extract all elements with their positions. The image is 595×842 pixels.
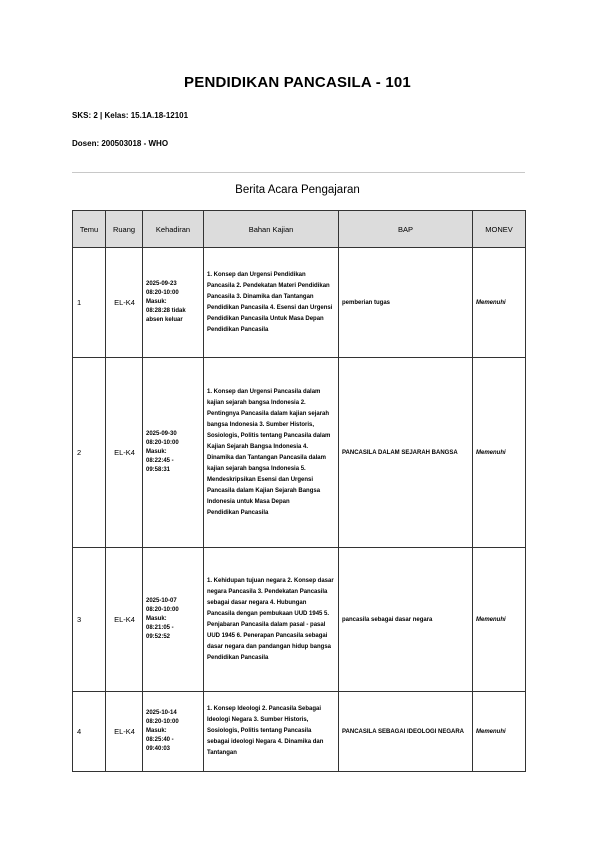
cell-ruang: EL-K4 xyxy=(106,692,143,772)
cell-bap: PANCASILA SEBAGAI IDEOLOGI NEGARA xyxy=(339,692,473,772)
cell-monev: Memenuhi xyxy=(473,248,526,358)
cell-kehadiran: 2025-10-14 08:20-10:00 Masuk: 08:25:40 - 09:40:03 xyxy=(143,692,204,772)
column-header-bap: BAP xyxy=(339,211,473,248)
column-header-temu: Temu xyxy=(73,211,106,248)
table-header-row xyxy=(73,211,526,248)
sks-class-info: SKS: 2 | Kelas: 15.1A.18-12101 xyxy=(72,111,189,120)
cell-ruang: EL-K4 xyxy=(106,248,143,358)
column-header-monev: MONEV xyxy=(473,211,526,248)
cell-kehadiran: 2025-10-07 08:20-10:00 Masuk: 08:21:05 - 09:52:52 xyxy=(143,548,204,692)
cell-temu: 4 xyxy=(73,692,106,772)
cell-kehadiran: 2025-09-23 08:20-10:00 Masuk: 08:28:28 tidak absen keluar xyxy=(143,248,204,358)
cell-monev: Memenuhi xyxy=(473,692,526,772)
column-header-ruang: Ruang xyxy=(106,211,143,248)
cell-ruang: EL-K4 xyxy=(106,358,143,548)
table-row xyxy=(73,358,526,548)
cell-bahan-kajian: 1. Kehidupan tujuan negara 2. Konsep dasar negara Pancasila 3. Pendekatan Pancasila sebagai dasar negara 4. Hubungan Pancasila dengan pembukaan UUD 1945 5. Penjabaran Pancasila dalam pasal - pasal UUD 1945 6. Penerapan Pancasila sebagai dasar negara dan pandangan hidup bangsa Pendidikan Pancasila xyxy=(204,548,339,692)
cell-bap: pemberian tugas xyxy=(339,248,473,358)
cell-bap: PANCASILA DALAM SEJARAH BANGSA xyxy=(339,358,473,548)
cell-bap: pancasila sebagai dasar negara xyxy=(339,548,473,692)
cell-bahan-kajian: 1. Konsep Ideologi 2. Pancasila Sebagai Ideologi Negara 3. Sumber Historis, Sosiologis, Politis tentang Pancasila sebagai ideologi Negara 4. Dinamika dan Tantangan xyxy=(204,692,339,772)
teaching-report-table xyxy=(72,210,526,772)
table-row xyxy=(73,548,526,692)
table-row xyxy=(73,248,526,358)
table-row xyxy=(73,692,526,772)
cell-bahan-kajian: 1. Konsep dan Urgensi Pancasila dalam kajian sejarah bangsa Indonesia 2. Pentingnya Pancasila dalam kajian sejarah bangsa Indonesia 3. Sumber Historis, Sosiologis, Politis tentang Pancasila dalam Kajian Sejarah Bangsa Indonesia 4. Dinamika dan Tantangan Pancasila dalam kajian sejarah bangsa Indonesia 5. Mendeskripsikan Esensi dan Urgensi Pancasila dalam Kajian Sejarah Bangsa Indonesia untuk Masa Depan Pendidikan Pancasila xyxy=(204,358,339,548)
cell-temu: 1 xyxy=(73,248,106,358)
page-title: PENDIDIKAN PANCASILA - 101 xyxy=(184,74,411,91)
cell-monev: Memenuhi xyxy=(473,358,526,548)
cell-bahan-kajian: 1. Konsep dan Urgensi Pendidikan Pancasila 2. Pendekatan Materi Pendidikan Pancasila 3. Dinamika dan Tantangan Pendidikan Pancasila 4. Esensi dan Urgensi Pendidikan Pancasila Untuk Masa Depan Pendidikan Pancasila xyxy=(204,248,339,358)
cell-temu: 2 xyxy=(73,358,106,548)
cell-temu: 3 xyxy=(73,548,106,692)
cell-monev: Memenuhi xyxy=(473,548,526,692)
column-header-bahan-kajian: Bahan Kajian xyxy=(204,211,339,248)
section-divider xyxy=(72,172,525,173)
cell-kehadiran: 2025-09-30 08:20-10:00 Masuk: 08:22:45 - 09:58:31 xyxy=(143,358,204,548)
section-title: Berita Acara Pengajaran xyxy=(235,184,360,196)
column-header-kehadiran: Kehadiran xyxy=(143,211,204,248)
cell-ruang: EL-K4 xyxy=(106,548,143,692)
lecturer-info: Dosen: 200503018 - WHO xyxy=(72,139,169,148)
